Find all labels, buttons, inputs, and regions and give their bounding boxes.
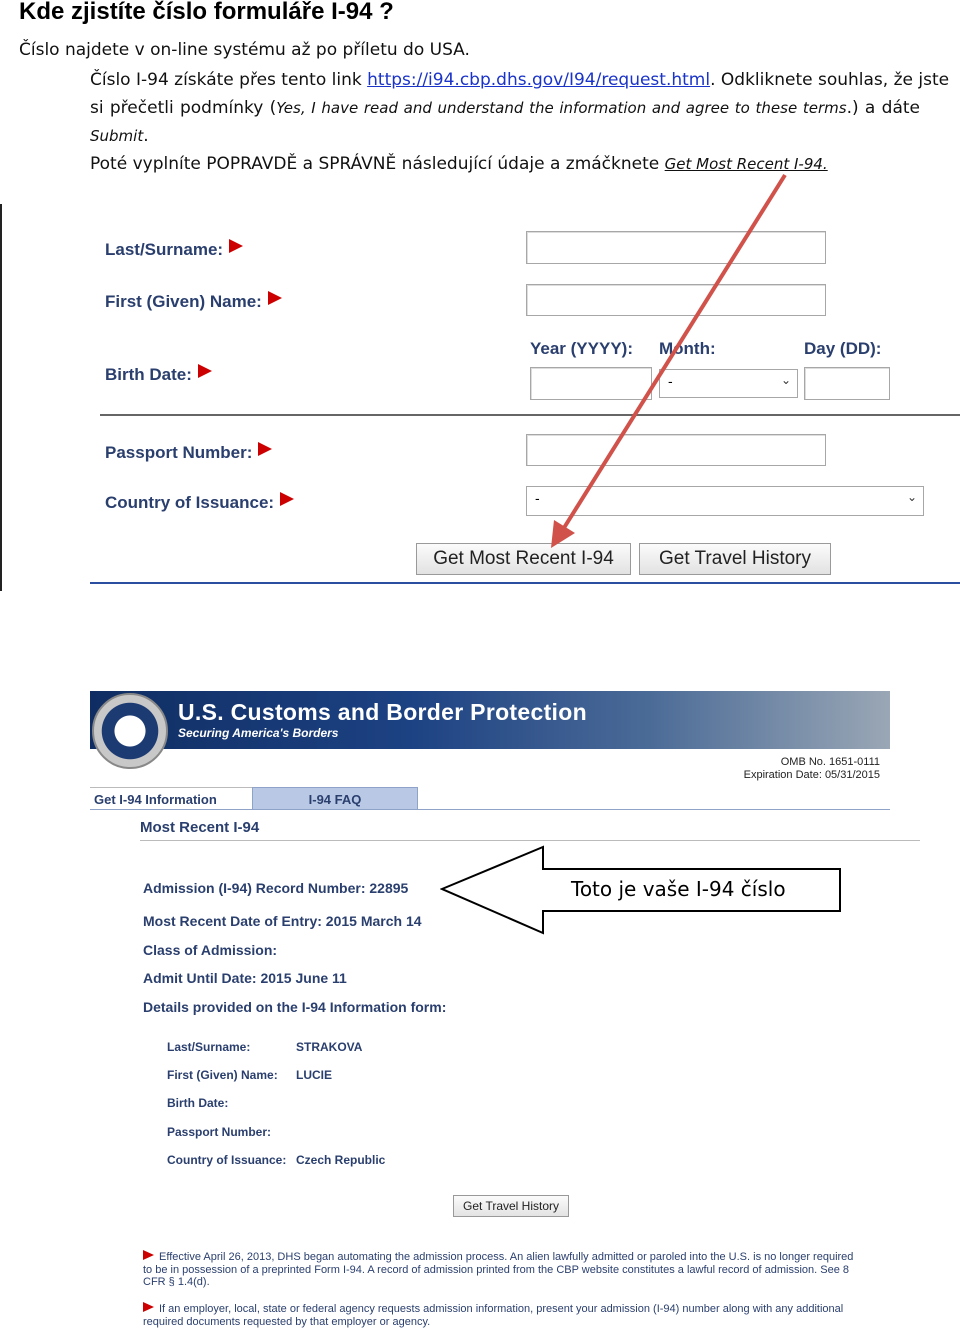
detail-label: Last/Surname: [167, 1040, 251, 1054]
callout-text: Toto je vaše I-94 číslo [571, 877, 786, 901]
get-recent-ref: Get Most Recent I-94. [664, 155, 828, 173]
day-label: Day (DD): [804, 339, 882, 358]
intro-text: si přečetli podmínky ( [90, 98, 277, 118]
chevron-down-icon: ⌄ [906, 490, 917, 504]
month-select[interactable]: - ⌄ [659, 369, 798, 398]
tab-underline [90, 809, 890, 810]
banner-title: U.S. Customs and Border Protection [178, 699, 587, 725]
details-heading: Details provided on the I-94 Information form: [143, 999, 447, 1015]
tab-i94-faq[interactable]: I-94 FAQ [252, 787, 418, 810]
intro-text: . Odkliknete souhlas, že jste [710, 70, 950, 90]
detail-value: LUCIE [296, 1068, 332, 1082]
detail-label: First (Given) Name: [167, 1068, 278, 1082]
intro-text: .) a dáte [846, 98, 920, 118]
page-heading: Kde zjistíte číslo formuláře I-94 ? [19, 0, 394, 25]
notice-paragraph: If an employer, local, state or federal agency requests admission information, present your admission (I-94) number along with any additional required documents requested by that employer or agency. [143, 1303, 844, 1328]
omb-number: OMB No. 1651-0111 [780, 756, 880, 768]
record-number: Admission (I-94) Record Number: 22895 [143, 880, 409, 896]
tab-get-i94-information[interactable]: Get I-94 Information [90, 787, 252, 810]
passport-label: Passport Number: [105, 442, 272, 463]
notice-paragraph: Effective April 26, 2013, DHS began automating the admission process. An alien lawfully admitted or paroled into the U.S. is no longer required to be in possession of a preprinted Form I-94. A record of admission printed from the CBP website constitutes a lawful record of admission. See 8 CFR § 1.4(d). [143, 1251, 854, 1288]
entry-date: Most Recent Date of Entry: 2015 March 14 [143, 913, 422, 929]
notice-marker-icon [143, 1302, 154, 1312]
intro-text: Číslo I-94 získáte přes tento link [90, 70, 368, 90]
last-name-label: Last/Surname: [105, 239, 243, 260]
dhs-seal-icon [92, 693, 168, 769]
get-travel-history-button[interactable]: Get Travel History [639, 543, 831, 575]
year-label: Year (YYYY): [530, 339, 633, 358]
i94-link[interactable]: https://i94.cbp.dhs.gov/I94/request.html [367, 70, 711, 90]
travel-history-button[interactable]: Get Travel History [453, 1195, 569, 1217]
section-title: Most Recent I-94 [140, 819, 260, 836]
intro-text: Poté vyplníte POPRAVDĚ a SPRÁVNĚ následující údaje a zmáčknete [90, 154, 665, 174]
detail-value: Czech Republic [296, 1153, 386, 1167]
month-label: Month: [659, 339, 716, 358]
first-name-label: First (Given) Name: [105, 291, 282, 312]
birth-date-label: Birth Date: [105, 364, 212, 385]
terms-quote: Yes, I have read and understand the information and agree to these terms [276, 99, 847, 117]
country-label: Country of Issuance: [105, 492, 294, 513]
admit-until-date: Admit Until Date: 2015 June 11 [143, 970, 347, 986]
expiration-date: Expiration Date: 05/31/2015 [743, 769, 880, 781]
submit-word: Submit [90, 127, 144, 145]
get-most-recent-button[interactable]: Get Most Recent I-94 [416, 543, 631, 575]
detail-label: Birth Date: [167, 1096, 229, 1110]
detail-label: Passport Number: [167, 1125, 272, 1139]
class-of-admission: Class of Admission: [143, 942, 278, 958]
country-select[interactable]: - ⌄ [526, 486, 924, 516]
notice-marker-icon [143, 1250, 154, 1260]
cbp-banner [90, 691, 890, 749]
pointer-arrow-icon [0, 0, 960, 600]
intro-line-1: Číslo najdete v on-line systému až po příletu do USA. [19, 40, 470, 60]
detail-value: STRAKOVA [296, 1040, 363, 1054]
chevron-down-icon: ⌄ [780, 373, 791, 387]
section-divider [140, 840, 920, 841]
banner-subtitle: Securing America's Borders [178, 726, 339, 740]
detail-label: Country of Issuance: [167, 1153, 287, 1167]
intro-text: . [143, 126, 149, 146]
